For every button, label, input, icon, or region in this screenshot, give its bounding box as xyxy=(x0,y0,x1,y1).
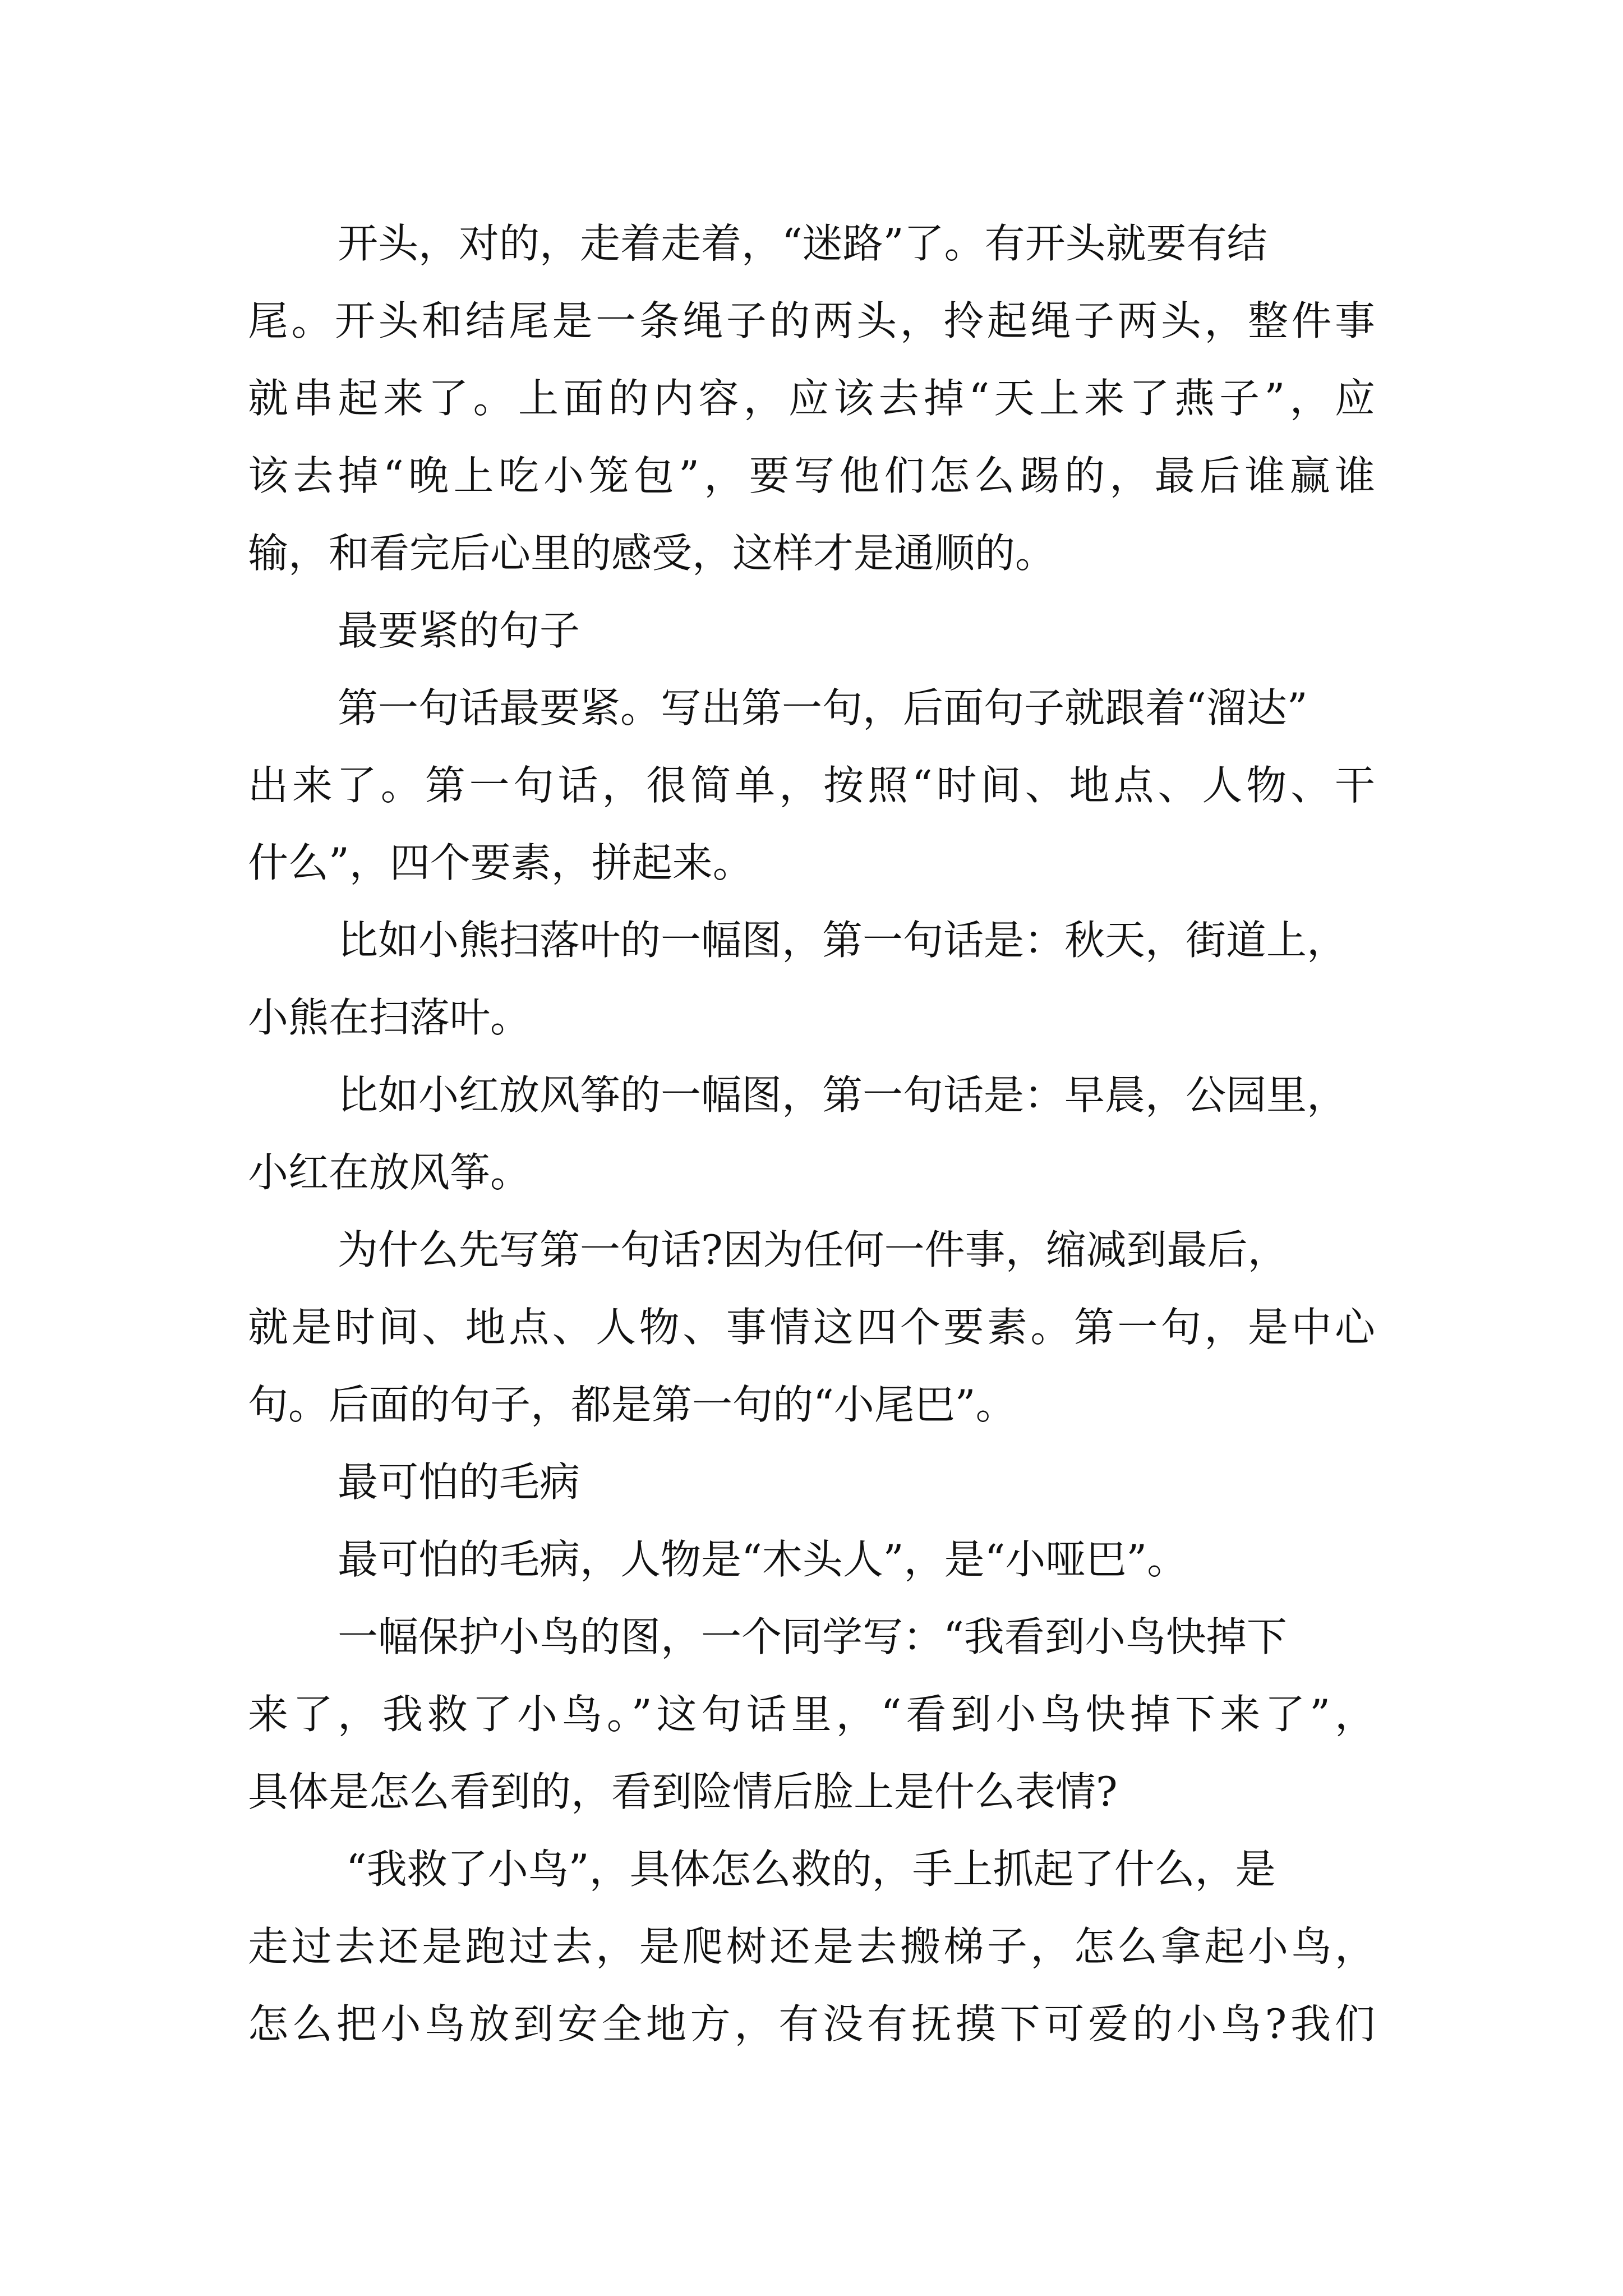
text-line: 就串起来了。上面的内容，应该去掉“天上来了燕子”，应 xyxy=(248,375,1375,422)
text-line: 最可怕的毛病，人物是“木头人”，是“小哑巴”。 xyxy=(338,1536,1188,1583)
body-text xyxy=(248,205,1375,2063)
text-line: 具体是怎么看到的，看到险情后脸上是什么表情? xyxy=(248,1768,1118,1815)
text-line: 比如小红放风筝的一幅图，第一句话是：早晨，公园里， xyxy=(338,1071,1348,1119)
text-line: 句。后面的句子，都是第一句的“小尾巴”。 xyxy=(248,1381,1016,1428)
text-line: 怎么把小鸟放到安全地方，有没有抚摸下可爱的小鸟?我们 xyxy=(248,2000,1375,2047)
section-heading: 最要紧的句子 xyxy=(338,607,580,654)
text-line: 尾。开头和结尾是一条绳子的两头，拎起绳子两头，整件事 xyxy=(248,297,1375,344)
text-line: 出来了。第一句话，很简单，按照“时间、地点、人物、干 xyxy=(248,762,1375,809)
section-heading: 最可怕的毛病 xyxy=(338,1458,580,1506)
text-line: 开头，对的，走着走着，“迷路”了。有开头就要有结 xyxy=(338,220,1267,267)
text-line: 来了，我救了小鸟。”这句话里，“看到小鸟快掉下来了”， xyxy=(248,1691,1375,1738)
text-line: 第一句话最要紧。写出第一句，后面句子就跟着“溜达” xyxy=(338,684,1308,731)
text-line: 就是时间、地点、人物、事情这四个要素。第一句，是中心 xyxy=(248,1304,1375,1351)
text-line: 走过去还是跑过去，是爬树还是去搬梯子，怎么拿起小鸟， xyxy=(248,1923,1375,1970)
text-line: 什么”，四个要素，拼起来。 xyxy=(248,839,753,886)
text-line: 为什么先写第一句话?因为任何一件事，缩减到最后， xyxy=(338,1226,1288,1273)
text-line: 一幅保护小鸟的图，一个同学写：“我看到小鸟快掉下 xyxy=(338,1613,1287,1660)
text-line: 小红在放风筝。 xyxy=(248,1149,531,1196)
text-line: 该去掉“晚上吃小笼包”，要写他们怎么踢的，最后谁赢谁 xyxy=(248,452,1375,499)
text-line: 小熊在扫落叶。 xyxy=(248,994,531,1041)
text-line: 比如小熊扫落叶的一幅图，第一句话是：秋天，街道上， xyxy=(338,917,1348,964)
text-line: 输，和看完后心里的感受，这样才是通顺的。 xyxy=(248,530,1056,577)
text-line: “我救了小鸟”，具体怎么救的，手上抓起了什么，是 xyxy=(346,1846,1276,1893)
